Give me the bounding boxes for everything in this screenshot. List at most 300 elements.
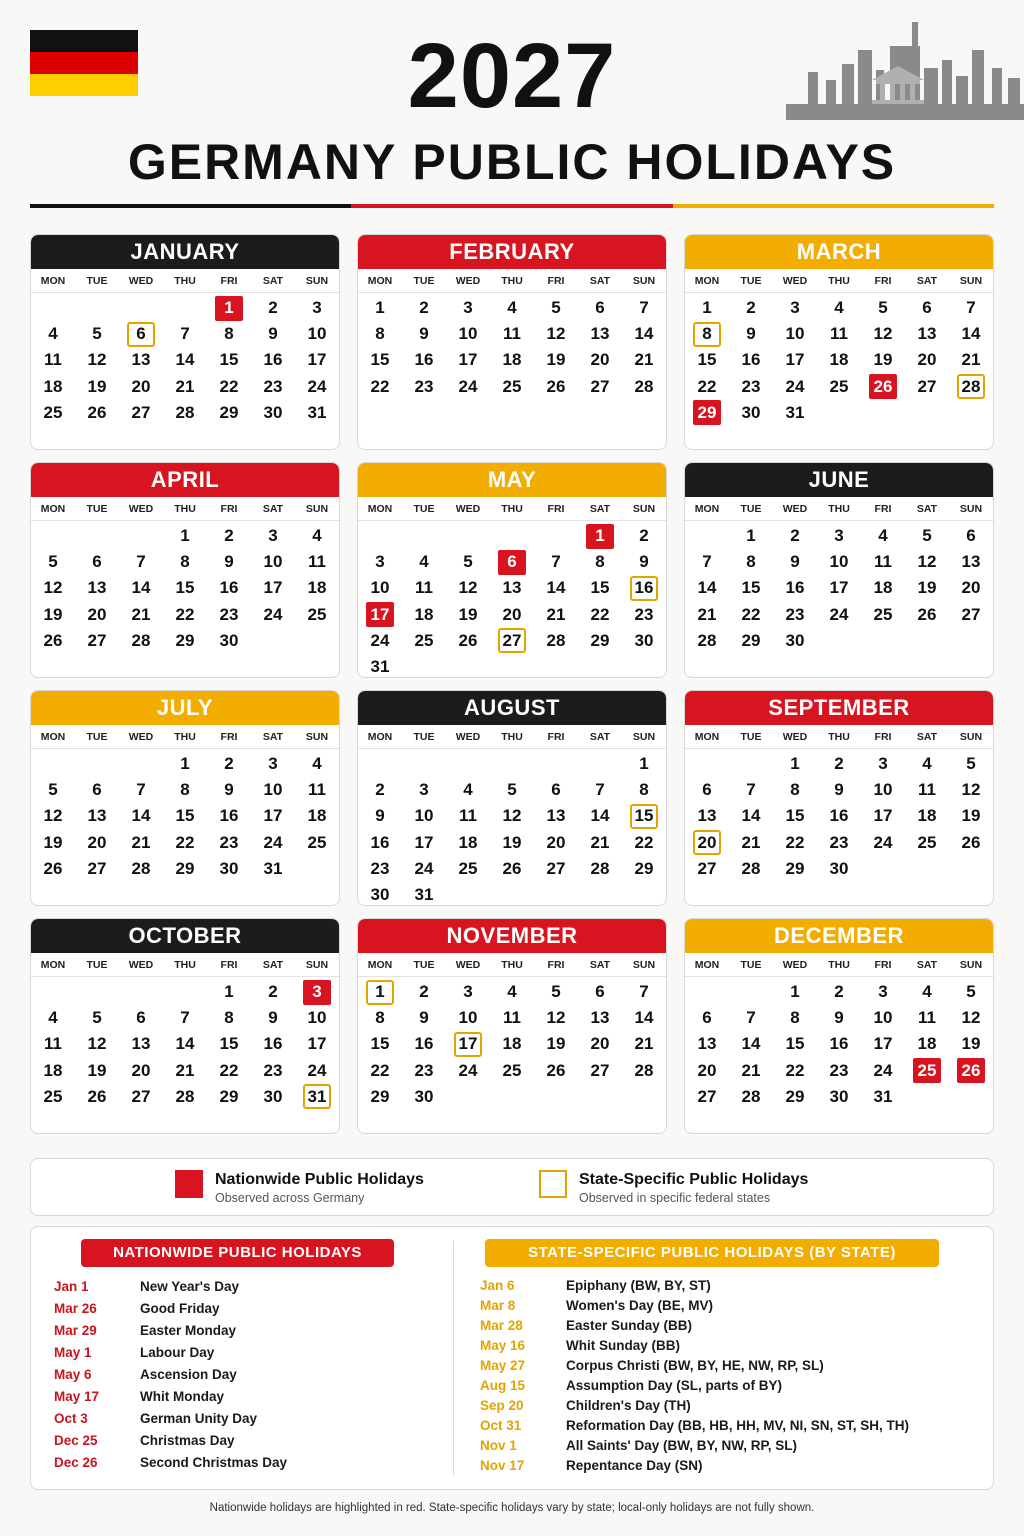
empty-cell bbox=[729, 751, 773, 777]
day-cell bbox=[163, 830, 207, 856]
day-number: 29 bbox=[741, 630, 761, 650]
day-number: 21 bbox=[634, 350, 654, 370]
day-cell bbox=[75, 549, 119, 575]
day-cell bbox=[295, 803, 339, 829]
state-holiday-cell bbox=[622, 575, 666, 601]
day-cell bbox=[295, 347, 339, 373]
day-number: 27 bbox=[131, 1086, 151, 1106]
day-number: 28 bbox=[175, 402, 195, 422]
day-cell bbox=[163, 575, 207, 601]
day-number: 31 bbox=[307, 402, 327, 422]
day-number: 20 bbox=[131, 376, 151, 396]
day-cell bbox=[905, 295, 949, 321]
empty-cell bbox=[578, 751, 622, 777]
day-number: 30 bbox=[741, 402, 761, 422]
day-cell bbox=[446, 602, 490, 628]
day-cell bbox=[773, 602, 817, 628]
day-grid bbox=[685, 977, 993, 1110]
day-number: 14 bbox=[546, 578, 566, 598]
state-holiday-cell bbox=[685, 321, 729, 347]
day-number: 9 bbox=[268, 324, 278, 344]
weekday-label: FRI bbox=[220, 730, 238, 743]
day-cell bbox=[685, 602, 729, 628]
day-number: 1 bbox=[366, 980, 394, 1005]
month-title: FEBRUARY bbox=[358, 235, 666, 269]
day-number: 15 bbox=[219, 1034, 239, 1054]
day-cell bbox=[622, 549, 666, 575]
day-cell bbox=[402, 602, 446, 628]
day-number: 19 bbox=[87, 376, 107, 396]
day-cell bbox=[685, 1084, 729, 1110]
day-number: 3 bbox=[303, 980, 331, 1005]
weekday-label: FRI bbox=[874, 958, 892, 971]
day-number: 6 bbox=[498, 550, 526, 575]
day-number: 25 bbox=[917, 832, 937, 852]
day-cell bbox=[295, 777, 339, 803]
day-cell bbox=[773, 1084, 817, 1110]
day-number: 29 bbox=[370, 1086, 390, 1106]
day-number: 29 bbox=[175, 630, 195, 650]
day-number: 9 bbox=[790, 552, 800, 572]
day-number: 19 bbox=[458, 604, 478, 624]
day-number: 9 bbox=[834, 780, 844, 800]
day-cell bbox=[729, 628, 773, 654]
day-number: 12 bbox=[917, 552, 937, 572]
day-cell bbox=[773, 321, 817, 347]
day-cell bbox=[207, 856, 251, 882]
day-number: 7 bbox=[551, 552, 561, 572]
day-cell bbox=[75, 321, 119, 347]
day-cell bbox=[402, 882, 446, 906]
holiday-name: Corpus Christi (BW, BY, HE, NW, RP, SL) bbox=[566, 1357, 824, 1373]
day-cell bbox=[295, 575, 339, 601]
holiday-row bbox=[480, 1435, 909, 1455]
weekday-label: THU bbox=[174, 958, 196, 971]
month-title: JULY bbox=[31, 691, 339, 725]
day-number: 10 bbox=[458, 324, 478, 344]
holiday-name: Children's Day (TH) bbox=[566, 1397, 691, 1413]
day-number: 13 bbox=[87, 578, 107, 598]
empty-cell bbox=[163, 979, 207, 1005]
day-cell bbox=[685, 1031, 729, 1057]
day-cell bbox=[490, 1005, 534, 1031]
day-number: 12 bbox=[43, 806, 63, 826]
day-cell bbox=[75, 1031, 119, 1057]
day-cell bbox=[163, 602, 207, 628]
month-january bbox=[30, 234, 340, 450]
day-number: 5 bbox=[966, 754, 976, 774]
day-number: 22 bbox=[219, 376, 239, 396]
weekday-label: SAT bbox=[589, 958, 611, 971]
day-number: 22 bbox=[175, 604, 195, 624]
weekday-label: TUE bbox=[740, 958, 762, 971]
day-number: 26 bbox=[957, 1058, 985, 1083]
day-cell bbox=[31, 830, 75, 856]
day-cell bbox=[163, 347, 207, 373]
holiday-row bbox=[54, 1341, 287, 1363]
day-number: 20 bbox=[546, 832, 566, 852]
day-number: 2 bbox=[268, 982, 278, 1002]
weekday-label: THU bbox=[174, 502, 196, 515]
day-number: 21 bbox=[961, 350, 981, 370]
day-cell bbox=[685, 1058, 729, 1084]
day-number: 19 bbox=[546, 350, 566, 370]
day-cell bbox=[402, 549, 446, 575]
state-holiday-cell bbox=[446, 1031, 490, 1057]
day-cell bbox=[622, 602, 666, 628]
day-number: 27 bbox=[546, 858, 566, 878]
holiday-name: Easter Sunday (BB) bbox=[566, 1317, 693, 1333]
day-number: 15 bbox=[630, 804, 658, 829]
day-number: 21 bbox=[697, 604, 717, 624]
day-cell bbox=[251, 575, 295, 601]
state-list bbox=[480, 1275, 909, 1475]
day-number: 16 bbox=[219, 578, 239, 598]
weekday-label: WED bbox=[455, 274, 481, 287]
weekday-label: THU bbox=[501, 958, 523, 971]
day-cell bbox=[578, 628, 622, 654]
day-number: 9 bbox=[224, 780, 234, 800]
holiday-row bbox=[480, 1355, 909, 1375]
day-number: 23 bbox=[414, 1060, 434, 1080]
day-cell bbox=[446, 1058, 490, 1084]
day-number: 19 bbox=[873, 350, 893, 370]
day-number: 16 bbox=[414, 1034, 434, 1054]
day-cell bbox=[358, 803, 402, 829]
day-cell bbox=[817, 751, 861, 777]
day-number: 30 bbox=[634, 630, 654, 650]
day-cell bbox=[358, 654, 402, 678]
day-cell bbox=[207, 1031, 251, 1057]
day-number: 12 bbox=[458, 578, 478, 598]
day-cell bbox=[490, 347, 534, 373]
day-cell bbox=[534, 374, 578, 400]
day-number: 23 bbox=[263, 1060, 283, 1080]
day-cell bbox=[119, 374, 163, 400]
day-number: 6 bbox=[595, 982, 605, 1002]
day-cell bbox=[358, 628, 402, 654]
day-number: 13 bbox=[697, 1034, 717, 1054]
day-number: 21 bbox=[175, 1060, 195, 1080]
month-title: APRIL bbox=[31, 463, 339, 497]
weekday-label: SAT bbox=[589, 502, 611, 515]
day-cell bbox=[31, 1031, 75, 1057]
day-number: 1 bbox=[215, 296, 243, 321]
day-number: 14 bbox=[634, 1008, 654, 1028]
day-cell bbox=[685, 856, 729, 882]
empty-cell bbox=[534, 523, 578, 549]
day-number: 20 bbox=[590, 1034, 610, 1054]
day-number: 8 bbox=[693, 322, 721, 347]
weekday-label: SUN bbox=[632, 730, 656, 743]
day-cell bbox=[861, 751, 905, 777]
day-cell bbox=[119, 347, 163, 373]
day-number: 27 bbox=[131, 402, 151, 422]
day-cell bbox=[446, 321, 490, 347]
day-number: 30 bbox=[219, 630, 239, 650]
day-number: 24 bbox=[873, 832, 893, 852]
day-number: 20 bbox=[87, 604, 107, 624]
legend-nationwide-subtitle: Observed across Germany bbox=[215, 1191, 365, 1205]
day-cell bbox=[251, 979, 295, 1005]
day-cell bbox=[578, 347, 622, 373]
day-number: 17 bbox=[458, 350, 478, 370]
day-number: 8 bbox=[790, 780, 800, 800]
holiday-row bbox=[54, 1429, 287, 1451]
day-cell bbox=[773, 803, 817, 829]
day-number: 12 bbox=[961, 1008, 981, 1028]
day-number: 4 bbox=[922, 754, 932, 774]
day-cell bbox=[861, 777, 905, 803]
day-grid bbox=[685, 293, 993, 426]
weekday-label: MON bbox=[40, 958, 66, 971]
day-number: 24 bbox=[307, 376, 327, 396]
day-number: 23 bbox=[829, 1060, 849, 1080]
day-cell bbox=[622, 628, 666, 654]
day-number: 30 bbox=[263, 402, 283, 422]
day-cell bbox=[251, 549, 295, 575]
day-cell bbox=[949, 295, 993, 321]
day-cell bbox=[75, 602, 119, 628]
day-cell bbox=[163, 549, 207, 575]
day-number: 22 bbox=[370, 1060, 390, 1080]
day-number: 22 bbox=[370, 376, 390, 396]
day-number: 10 bbox=[458, 1008, 478, 1028]
month-april bbox=[30, 462, 340, 678]
day-number: 28 bbox=[175, 1086, 195, 1106]
day-cell bbox=[622, 1005, 666, 1031]
month-december bbox=[684, 918, 994, 1134]
day-cell bbox=[402, 1005, 446, 1031]
day-cell bbox=[31, 374, 75, 400]
day-cell bbox=[251, 777, 295, 803]
day-number: 4 bbox=[48, 1008, 58, 1028]
empty-cell bbox=[119, 751, 163, 777]
weekday-header bbox=[31, 953, 339, 977]
weekday-label: SUN bbox=[632, 274, 656, 287]
day-cell bbox=[534, 549, 578, 575]
day-cell bbox=[358, 347, 402, 373]
day-cell bbox=[622, 777, 666, 803]
day-number: 14 bbox=[697, 578, 717, 598]
day-number: 21 bbox=[741, 1060, 761, 1080]
day-number: 2 bbox=[834, 982, 844, 1002]
holiday-lists bbox=[30, 1226, 994, 1490]
day-number: 14 bbox=[175, 350, 195, 370]
day-number: 19 bbox=[917, 578, 937, 598]
day-number: 19 bbox=[502, 832, 522, 852]
empty-cell bbox=[490, 523, 534, 549]
day-cell bbox=[295, 523, 339, 549]
holiday-date: Dec 25 bbox=[54, 1432, 98, 1448]
day-number: 8 bbox=[375, 1008, 385, 1028]
day-number: 8 bbox=[790, 1008, 800, 1028]
day-cell bbox=[729, 523, 773, 549]
day-cell bbox=[251, 347, 295, 373]
day-cell bbox=[119, 1058, 163, 1084]
day-cell bbox=[773, 979, 817, 1005]
day-cell bbox=[251, 523, 295, 549]
day-cell bbox=[402, 321, 446, 347]
day-cell bbox=[534, 575, 578, 601]
day-cell bbox=[295, 830, 339, 856]
day-number: 13 bbox=[961, 552, 981, 572]
day-number: 13 bbox=[697, 806, 717, 826]
day-number: 11 bbox=[44, 350, 62, 370]
holiday-name: All Saints' Day (BW, BY, NW, RP, SL) bbox=[566, 1437, 798, 1453]
day-cell bbox=[622, 1058, 666, 1084]
day-number: 19 bbox=[961, 806, 981, 826]
day-cell bbox=[578, 602, 622, 628]
empty-cell bbox=[75, 523, 119, 549]
day-number: 21 bbox=[634, 1034, 654, 1054]
day-number: 4 bbox=[507, 298, 517, 318]
day-cell bbox=[773, 777, 817, 803]
day-cell bbox=[817, 295, 861, 321]
holiday-date: Oct 31 bbox=[480, 1417, 522, 1433]
day-cell bbox=[729, 777, 773, 803]
weekday-label: MON bbox=[40, 274, 66, 287]
day-number: 8 bbox=[639, 780, 649, 800]
day-cell bbox=[817, 777, 861, 803]
day-grid bbox=[31, 977, 339, 1110]
day-number: 21 bbox=[131, 604, 151, 624]
page-title: GERMANY PUBLIC HOLIDAYS bbox=[127, 134, 897, 190]
day-cell bbox=[163, 1084, 207, 1110]
day-number: 20 bbox=[590, 350, 610, 370]
day-number: 4 bbox=[312, 526, 322, 546]
day-number: 10 bbox=[414, 806, 434, 826]
day-number: 23 bbox=[263, 376, 283, 396]
day-number: 30 bbox=[219, 858, 239, 878]
day-number: 12 bbox=[546, 324, 566, 344]
day-cell bbox=[402, 803, 446, 829]
day-number: 19 bbox=[43, 604, 63, 624]
day-cell bbox=[75, 400, 119, 426]
day-number: 12 bbox=[961, 780, 981, 800]
day-number: 28 bbox=[546, 630, 566, 650]
day-number: 20 bbox=[961, 578, 981, 598]
day-cell bbox=[773, 295, 817, 321]
day-cell bbox=[251, 1058, 295, 1084]
holiday-row bbox=[54, 1385, 287, 1407]
day-number: 5 bbox=[878, 298, 888, 318]
nationwide-heading: NATIONWIDE PUBLIC HOLIDAYS bbox=[81, 1239, 394, 1267]
day-number: 21 bbox=[131, 832, 151, 852]
day-cell bbox=[685, 777, 729, 803]
day-number: 13 bbox=[590, 324, 610, 344]
day-number: 25 bbox=[913, 1058, 941, 1083]
day-number: 3 bbox=[463, 982, 473, 1002]
weekday-label: MON bbox=[40, 502, 66, 515]
weekday-label: FRI bbox=[220, 958, 238, 971]
weekday-label: MON bbox=[367, 730, 393, 743]
day-number: 10 bbox=[307, 1008, 327, 1028]
legend-nationwide-title: Nationwide Public Holidays bbox=[215, 1171, 424, 1188]
day-cell bbox=[534, 803, 578, 829]
holiday-row bbox=[480, 1315, 909, 1335]
weekday-label: SAT bbox=[262, 274, 284, 287]
empty-cell bbox=[358, 751, 402, 777]
day-cell bbox=[861, 1005, 905, 1031]
weekday-label: THU bbox=[828, 502, 850, 515]
day-cell bbox=[402, 575, 446, 601]
day-number: 6 bbox=[966, 526, 976, 546]
day-cell bbox=[163, 400, 207, 426]
day-cell bbox=[163, 523, 207, 549]
day-cell bbox=[163, 628, 207, 654]
day-number: 3 bbox=[878, 754, 888, 774]
day-number: 14 bbox=[131, 578, 151, 598]
day-cell bbox=[207, 979, 251, 1005]
day-cell bbox=[119, 830, 163, 856]
day-number: 24 bbox=[307, 1060, 327, 1080]
day-number: 18 bbox=[502, 1034, 522, 1054]
holiday-date: May 16 bbox=[480, 1337, 526, 1353]
day-cell bbox=[534, 347, 578, 373]
weekday-label: TUE bbox=[413, 502, 435, 515]
day-cell bbox=[949, 1031, 993, 1057]
day-cell bbox=[251, 321, 295, 347]
day-cell bbox=[578, 830, 622, 856]
day-number: 4 bbox=[922, 982, 932, 1002]
day-cell bbox=[861, 1031, 905, 1057]
day-cell bbox=[402, 1058, 446, 1084]
day-cell bbox=[251, 295, 295, 321]
weekday-label: FRI bbox=[547, 274, 565, 287]
weekday-label: WED bbox=[782, 958, 808, 971]
day-number: 23 bbox=[741, 376, 761, 396]
weekday-label: THU bbox=[501, 730, 523, 743]
day-cell bbox=[817, 575, 861, 601]
month-june bbox=[684, 462, 994, 678]
day-cell bbox=[729, 856, 773, 882]
day-cell bbox=[773, 1005, 817, 1031]
day-cell bbox=[402, 347, 446, 373]
day-cell bbox=[446, 295, 490, 321]
weekday-label: SUN bbox=[305, 958, 329, 971]
day-number: 15 bbox=[175, 578, 195, 598]
weekday-label: SUN bbox=[959, 730, 983, 743]
day-cell bbox=[119, 803, 163, 829]
day-number: 12 bbox=[87, 350, 107, 370]
day-number: 24 bbox=[263, 604, 283, 624]
day-number: 9 bbox=[268, 1008, 278, 1028]
day-number: 25 bbox=[307, 604, 327, 624]
day-cell bbox=[949, 575, 993, 601]
weekday-label: THU bbox=[174, 274, 196, 287]
day-cell bbox=[861, 602, 905, 628]
day-cell bbox=[949, 979, 993, 1005]
day-cell bbox=[207, 830, 251, 856]
day-cell bbox=[295, 602, 339, 628]
day-cell bbox=[949, 751, 993, 777]
day-number: 26 bbox=[546, 1060, 566, 1080]
holiday-row bbox=[480, 1335, 909, 1355]
day-number: 2 bbox=[268, 298, 278, 318]
day-cell bbox=[729, 1031, 773, 1057]
day-cell bbox=[446, 575, 490, 601]
month-september bbox=[684, 690, 994, 906]
day-cell bbox=[75, 628, 119, 654]
day-number: 24 bbox=[414, 858, 434, 878]
day-grid bbox=[685, 521, 993, 654]
day-number: 4 bbox=[312, 754, 322, 774]
day-cell bbox=[578, 856, 622, 882]
day-cell bbox=[295, 400, 339, 426]
day-number: 7 bbox=[180, 1008, 190, 1028]
day-cell bbox=[119, 777, 163, 803]
